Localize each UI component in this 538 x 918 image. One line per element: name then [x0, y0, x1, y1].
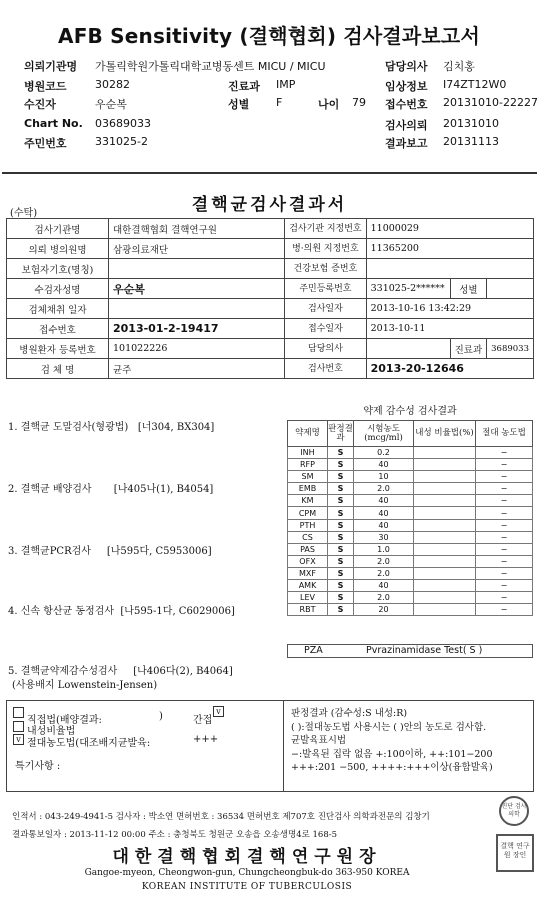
stamp-icon: 결핵 연구원 장인: [496, 834, 534, 872]
page-title: AFB Sensitivity (결핵협회) 검사결과보고서: [58, 24, 480, 48]
cell-absolute: −: [476, 580, 533, 592]
cell-ratio: [414, 471, 476, 483]
test-label: 4. 신속 항산균 동정검사: [8, 606, 115, 617]
value-absolute-growth: +++: [193, 734, 219, 745]
label-patient: 수진자: [24, 98, 56, 111]
label-ratio: 내성비율법: [27, 726, 76, 737]
cell-ratio: [414, 507, 476, 519]
label-age: 나이: [318, 98, 340, 111]
value-hospital-patient-no: 101022226: [109, 339, 285, 359]
label-receive-date: 접수일자: [285, 319, 366, 339]
label-requesting-code: 병·의원 지정번호: [285, 239, 366, 259]
label-hospital-code: 병원코드: [24, 80, 67, 93]
value-health-card: [366, 259, 533, 279]
cell-ratio: [414, 592, 476, 604]
cell-drug: RBT: [288, 604, 328, 616]
criteria-line: 판정결과 (감수성:S 내성:R): [291, 708, 408, 719]
cell-result: S: [328, 567, 354, 579]
sensitivity-row: [288, 495, 533, 507]
cell-absolute: −: [476, 519, 533, 531]
pza-row: [287, 644, 533, 658]
cell-drug: INH: [288, 447, 328, 459]
header-row-institution: [0, 58, 538, 76]
header-row-hospital-code: [0, 78, 538, 96]
value-specimen: 균주: [109, 359, 285, 379]
value-request-date: 20131010: [443, 117, 499, 130]
criteria-notes: [291, 707, 531, 775]
cell-absolute: −: [476, 483, 533, 495]
cell-result: S: [328, 555, 354, 567]
cell-ratio: [414, 567, 476, 579]
value-lab-institution: 대한결핵협회 결핵연구원: [109, 219, 285, 239]
cell-absolute: −: [476, 543, 533, 555]
cell-concentration: 2.0: [354, 567, 414, 579]
label-lab-code: 검사기관 지정번호: [285, 219, 366, 239]
label-doctor-form: 담당의사: [285, 339, 366, 359]
value-test-no: 2013-20-12646: [366, 359, 533, 379]
sensitivity-row: [288, 471, 533, 483]
label-department: 진료과: [228, 80, 260, 93]
sensitivity-row: [288, 567, 533, 579]
sensitivity-header-row: [288, 421, 533, 447]
cell-ratio: [414, 483, 476, 495]
cell-concentration: 10: [354, 471, 414, 483]
test-item-dst: [8, 662, 233, 677]
cell-concentration: 40: [354, 459, 414, 471]
sensitivity-row: [288, 580, 533, 592]
col-drug: 약제명: [288, 421, 328, 447]
cell-absolute: −: [476, 447, 533, 459]
cell-concentration: 2.0: [354, 555, 414, 567]
value-accession-form: 2013-01-2-19417: [109, 319, 285, 339]
label-report-date: 결과보고: [385, 137, 428, 150]
checkbox-absolute: v: [13, 734, 24, 745]
checkbox-ratio: [13, 721, 24, 732]
cell-drug: MXF: [288, 567, 328, 579]
col-result: 판정결과: [328, 421, 354, 447]
cell-absolute: −: [476, 567, 533, 579]
col-ratio: 내성 비율법(%): [414, 421, 476, 447]
checkbox-indirect: v: [213, 706, 224, 717]
footer-line-1: 인적서 : 043-249-4941-5 검사자 : 박소연 면허번호 : 36534 면허번호 제707호 진단검사 의학과전문의 김창기: [12, 812, 430, 822]
cell-drug: EMB: [288, 483, 328, 495]
sensitivity-row: [288, 604, 533, 616]
cell-result: S: [328, 580, 354, 592]
label-rrn: 주민번호: [24, 137, 67, 150]
col-concentration: 시험농도 (mcg/ml): [354, 421, 414, 447]
result-box: [6, 700, 534, 792]
pza-value: Pvrazinamidase Test( S ): [366, 645, 483, 656]
label-chart-no: Chart No.: [24, 117, 83, 130]
sensitivity-row: [288, 531, 533, 543]
test-label: 1. 결핵균 도말검사(형광법): [8, 422, 129, 433]
cell-concentration: 30: [354, 531, 414, 543]
cell-ratio: [414, 604, 476, 616]
label-institution: 의뢰기관명: [24, 60, 78, 73]
sensitivity-row: [288, 459, 533, 471]
institute-name-ko: 대한결핵협회결핵연구원장: [112, 847, 382, 867]
value-department: IMP: [276, 78, 296, 91]
test-code: [나595다, C5953006]: [106, 546, 212, 557]
criteria-line: ( ):절대농도법 사용시는 ( )안의 농도로 검사함.: [291, 721, 487, 733]
value-requesting-hospital: 삼광의료재단: [109, 239, 285, 259]
sensitivity-row: [288, 447, 533, 459]
value-doctor: 김치홍: [443, 60, 475, 73]
cell-concentration: 0.2: [354, 447, 414, 459]
label-test-no: 검사번호: [285, 359, 366, 379]
cell-concentration: 40: [354, 495, 414, 507]
report-form-table: [6, 218, 534, 379]
value-receive-date: 2013-10-11: [366, 319, 533, 339]
value-sex-form: [487, 279, 534, 299]
value-accession: 20131010-22227: [443, 96, 538, 109]
cell-drug: CPM: [288, 507, 328, 519]
cell-drug: PTH: [288, 519, 328, 531]
cell-concentration: 40: [354, 580, 414, 592]
value-dept-form: 3689033: [487, 339, 534, 359]
value-sex: F: [276, 96, 283, 109]
cell-ratio: [414, 531, 476, 543]
test-code: [나595-1다, C6029006]: [120, 606, 235, 617]
cell-ratio: [414, 495, 476, 507]
test-item-smear: [8, 418, 214, 433]
cell-result: S: [328, 519, 354, 531]
value-chart-no: 03689033: [95, 117, 151, 130]
sensitivity-row: [288, 483, 533, 495]
label-insurance: 보험자기호(명칭): [7, 259, 109, 279]
cell-absolute: −: [476, 531, 533, 543]
label-specimen: 검 체 명: [7, 359, 109, 379]
value-doctor-form: [366, 339, 450, 359]
header-row-rrn: [0, 135, 538, 153]
cell-concentration: 40: [354, 519, 414, 531]
label-remarks: 특기사항 :: [15, 761, 61, 772]
cell-absolute: −: [476, 471, 533, 483]
cell-result: S: [328, 495, 354, 507]
label-direct: 직접법(배양결과:: [27, 715, 102, 726]
test-label: 2. 결핵균 배양검사: [8, 484, 92, 495]
test-label: 5. 결핵균약제감수성검사: [8, 666, 118, 677]
cell-result: S: [328, 604, 354, 616]
label-clinical-info: 임상정보: [385, 80, 428, 93]
label-hospital-patient-no: 병원환자 등록번호: [7, 339, 109, 359]
cell-ratio: [414, 459, 476, 471]
test-code: [너304, BX304]: [137, 422, 215, 433]
label-test-date: 검사일자: [285, 299, 366, 319]
value-test-date: 2013-10-16 13:42:29: [366, 299, 533, 319]
sensitivity-row: [288, 507, 533, 519]
cell-ratio: [414, 447, 476, 459]
criteria-line: +++:201 −500, ++++:+++이상(융합발육): [291, 762, 493, 773]
label-absolute: 절대농도법(대조배지균발육:: [27, 738, 151, 749]
report-prefix: (수탁): [10, 208, 38, 219]
sensitivity-row: [288, 592, 533, 604]
label-sex-form: 성별: [450, 279, 487, 299]
value-report-date: 20131113: [443, 135, 499, 148]
cell-result: S: [328, 447, 354, 459]
value-institution: 가톨릭학원가톨릭대학교병동센트 MICU / MICU: [95, 60, 326, 73]
test-medium: (사용배지 Lowenstein-Jensen): [12, 680, 158, 691]
sensitivity-row: [288, 519, 533, 531]
cell-result: S: [328, 592, 354, 604]
cell-absolute: −: [476, 555, 533, 567]
report-title: 결핵균검사결과서: [191, 195, 348, 215]
test-label: 3. 결핵균PCR검사: [8, 546, 91, 557]
cell-concentration: 20: [354, 604, 414, 616]
label-dept-form: 진료과: [450, 339, 487, 359]
label-rrn-form: 주민등록번호: [285, 279, 366, 299]
report-header: [0, 0, 538, 160]
institute-name-en: KOREAN INSTITUTE OF TUBERCULOSIS: [141, 882, 353, 892]
cell-result: S: [328, 471, 354, 483]
sensitivity-table: [287, 420, 533, 616]
test-item-rapid-id: [8, 602, 235, 617]
cell-result: S: [328, 507, 354, 519]
cell-ratio: [414, 555, 476, 567]
cell-absolute: −: [476, 604, 533, 616]
cell-drug: KM: [288, 495, 328, 507]
scanned-report: [2, 172, 537, 918]
footer-line-2: 결과통보일자 : 2013-11-12 00:00 주소 : 충청북도 청원군 오송읍 오송생명4로 168-5: [12, 830, 338, 840]
sensitivity-heading: 약제 감수성 검사결과: [363, 406, 457, 417]
value-age: 79: [352, 96, 366, 109]
value-collect-date: [109, 299, 285, 319]
test-code: [나406다(2), B4064]: [133, 666, 233, 677]
label-doctor: 담당의사: [385, 60, 428, 73]
col-absolute: 절대 농도법: [476, 421, 533, 447]
value-lab-code: 11000029: [366, 219, 533, 239]
label-direct-close: ): [159, 711, 163, 722]
header-row-patient: [0, 96, 538, 114]
label-lab-institution: 검사기관명: [7, 219, 109, 239]
label-accession-form: 접수번호: [7, 319, 109, 339]
cell-drug: RFP: [288, 459, 328, 471]
sensitivity-row: [288, 543, 533, 555]
test-item-culture: [8, 480, 213, 495]
cell-ratio: [414, 519, 476, 531]
cell-absolute: −: [476, 459, 533, 471]
cell-drug: LEV: [288, 592, 328, 604]
checkbox-direct: [13, 707, 24, 718]
label-accession: 접수번호: [385, 98, 428, 111]
cell-drug: AMK: [288, 580, 328, 592]
value-patient: 우순복: [95, 98, 127, 111]
cell-result: S: [328, 483, 354, 495]
institute-address: Gangoe-myeon, Cheongwon-gun, Chungcheongbuk-do 363-950 KOREA: [84, 868, 410, 878]
label-indirect: 간접: [193, 715, 213, 726]
pza-label: PZA: [304, 645, 323, 656]
label-health-card: 건강보험 증번호: [285, 259, 366, 279]
cell-result: S: [328, 531, 354, 543]
label-collect-date: 검체채취 일자: [7, 299, 109, 319]
criteria-line: −:발육된 집락 없음 +:100이하, ++:101−200: [291, 748, 493, 760]
value-insurance: [109, 259, 285, 279]
cell-concentration: 1.0: [354, 543, 414, 555]
cell-concentration: 2.0: [354, 592, 414, 604]
value-hospital-code: 30282: [95, 78, 130, 91]
cell-ratio: [414, 580, 476, 592]
cell-drug: OFX: [288, 555, 328, 567]
test-item-pcr: [8, 542, 212, 557]
result-box-divider: [283, 701, 284, 791]
cell-drug: SM: [288, 471, 328, 483]
cell-drug: CS: [288, 531, 328, 543]
cell-ratio: [414, 543, 476, 555]
value-rrn: 331025-2: [95, 135, 148, 148]
seal-icon: 진단 검사의학: [499, 796, 529, 826]
sensitivity-row: [288, 555, 533, 567]
cell-drug: PAS: [288, 543, 328, 555]
value-rrn-form: 331025-2******: [366, 279, 450, 299]
criteria-line: 균발육표시법: [291, 735, 347, 746]
cell-absolute: −: [476, 495, 533, 507]
cell-absolute: −: [476, 592, 533, 604]
cell-concentration: 2.0: [354, 483, 414, 495]
cell-result: S: [328, 459, 354, 471]
label-sex: 성별: [228, 98, 250, 111]
cell-concentration: 40: [354, 507, 414, 519]
test-code: [나405나(1), B4054]: [113, 484, 214, 495]
header-row-chart: [0, 117, 538, 135]
label-requesting-hospital: 의뢰 병의원명: [7, 239, 109, 259]
cell-result: S: [328, 543, 354, 555]
cell-absolute: −: [476, 507, 533, 519]
label-examinee: 수검자성명: [7, 279, 109, 299]
value-examinee: 우순복: [109, 279, 285, 299]
value-requesting-code: 11365200: [366, 239, 533, 259]
label-request-date: 검사의뢰: [385, 119, 428, 132]
value-clinical-info: I74ZT12W0: [443, 78, 507, 91]
